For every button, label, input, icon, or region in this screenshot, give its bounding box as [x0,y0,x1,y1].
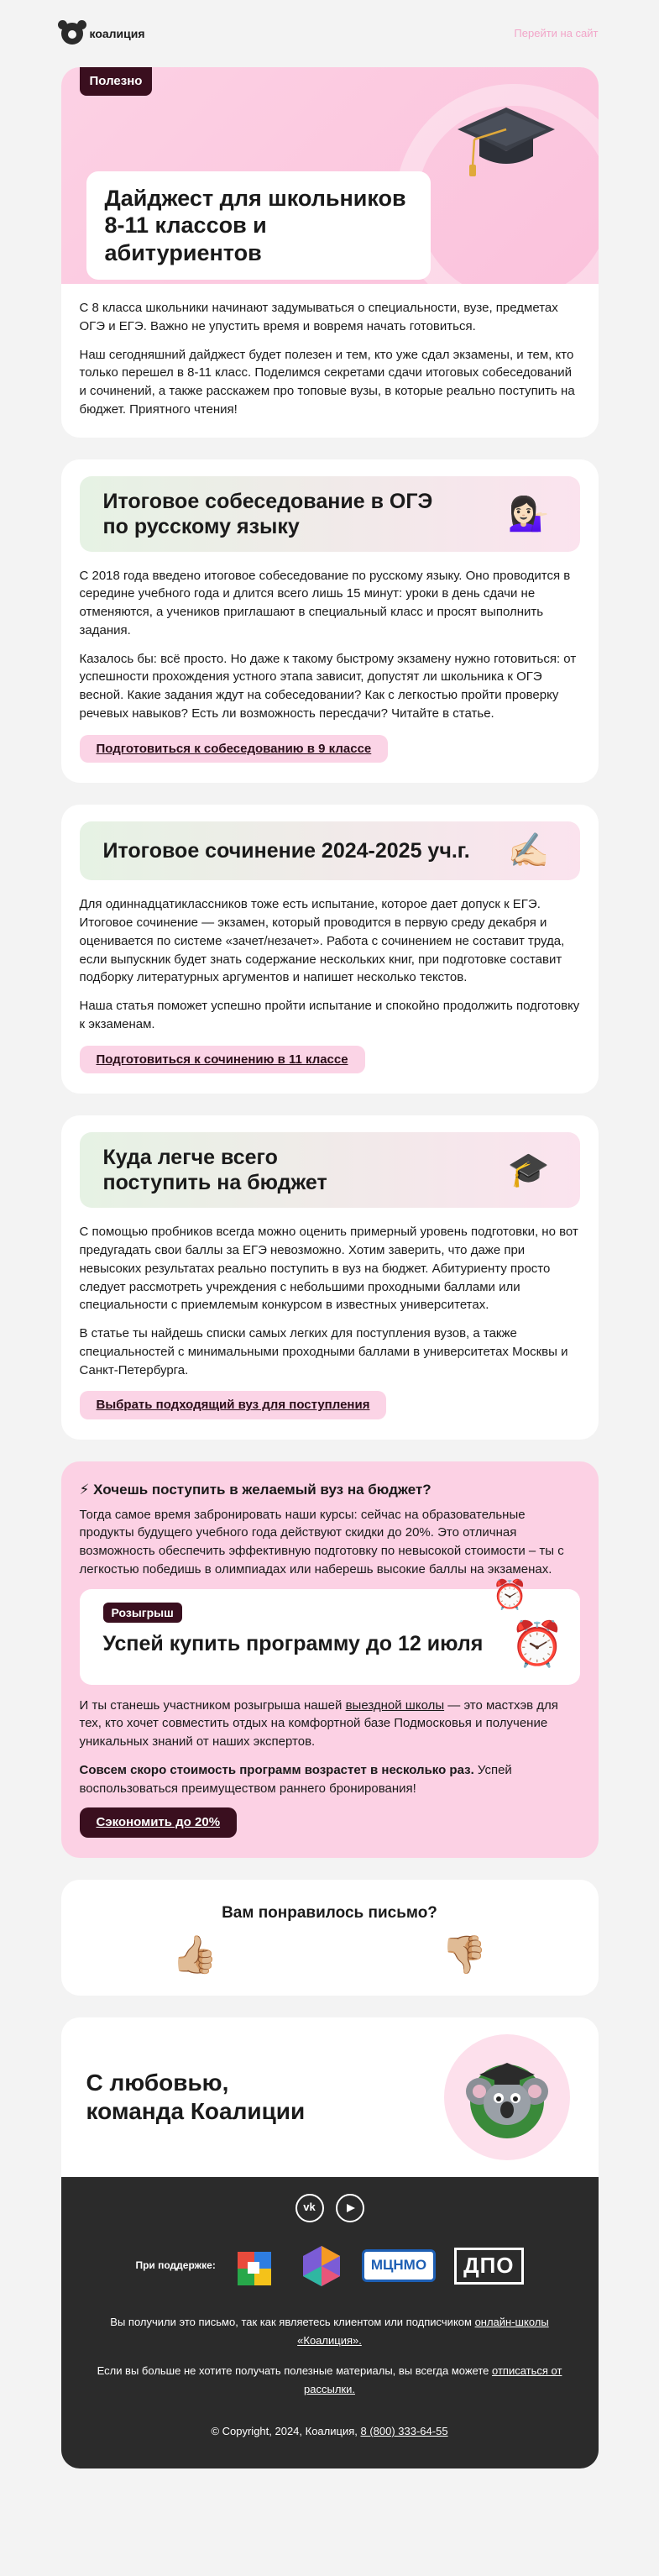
alarm-clock-icon: ⏰ [492,1578,528,1611]
school-link[interactable]: онлайн-школы «Коалиция». [297,2315,549,2347]
section-paragraph: С 2018 года введено итоговое собеседование по русскому языку. Оно проводится в середине учебного года и длится всего лишь 15 минут: уроки в день сдачи не отменяются, а учеников приглашают в специальный класс и просят выполнить задания. [79,568,571,637]
section-header [80,821,580,880]
copyright-text: © Copyright, 2024, Коалиция, [211,2425,361,2438]
partners-label: При поддержке: [135,2259,216,2271]
section-essay [61,805,599,1094]
unsub-text: Если вы больше не хотите получать полезные материалы, вы всегда можете [97,2364,492,2377]
feedback-buttons [80,1933,580,1975]
section-title: Итоговое сочинение 2024-2025 уч.г. [102,839,470,863]
partner-mcnmo-logo [362,2249,436,2282]
hero-body [61,284,599,438]
partner-hexagon-logo-icon [300,2244,343,2288]
section-header [80,476,580,552]
section-interview [61,459,599,784]
site-link[interactable]: Перейти на сайт [514,26,599,39]
unsubscribe-notice [83,2362,577,2399]
section-header [80,1132,580,1208]
hero-paragraph: С 8 класса школьники начинают задумываться о специальности, вузе, предметах ОГЭ и ЕГЭ. Важно не упустить время и вовремя начать готовиться. [79,301,558,333]
away-school-link[interactable]: выездной школы [345,1697,445,1713]
raffle-box [80,1578,580,1685]
alarm-clock-icon: ⏰ [510,1619,565,1669]
promo-title-text: Хочешь поступить в желаемый вуз на бюджет? [93,1482,431,1498]
price-warning-bold: Совсем скоро стоимость программ возрастет в несколько раз. [79,1762,474,1777]
logo-text: коалиция [89,26,145,40]
promo-title [80,1480,580,1501]
promo-intro: Тогда самое время забронировать наши курсы: сейчас на образовательные продукты будущего учебного года действуют скидки до 20%. Это отличная возможность обеспечить эффективную подготовку по невысокой стоимости – ты с легкостью победишь в олимпиадах или наберешь высокие баллы на экзаменах. [79,1507,564,1577]
notice-text: Вы получили это письмо, так как являетесь клиентом или подписчиком [110,2315,475,2328]
footer [61,2177,599,2468]
partner-dpo-logo [454,2248,523,2285]
interview-prep-button[interactable]: Подготовиться к собеседованию в 9 классе [80,735,389,763]
raffle-text-start: И ты станешь участником розыгрыша нашей [79,1697,346,1713]
partner-cube-logo-icon [234,2245,281,2287]
graduation-cap-icon [456,99,557,183]
price-warning-rest: Успей воспользоваться преимуществом раннего бронирования! [79,1762,512,1796]
logo[interactable] [61,23,145,45]
koala-logo-icon [61,23,83,45]
raffle-text [80,1697,580,1751]
partner-mcnmo-text: МЦНМО [362,2249,436,2282]
section-title: Итоговое собеседование в ОГЭ по русскому языку [102,489,433,538]
phone-link[interactable]: 8 (800) 333-64-55 [360,2425,448,2438]
vk-icon[interactable]: vk [296,2194,324,2222]
thumbs-up-icon[interactable]: 👍🏼 [171,1933,218,1975]
raffle-text-end: — это мастхэв для тех, кто хочет совместить отдых на комфортной базе Подмосковья и получение уникальных знаний от наших экспертов. [79,1697,558,1750]
section-budget [61,1115,599,1440]
koala-mascot [444,2034,570,2160]
farewell-card [61,2017,599,2468]
header [61,0,599,67]
essay-prep-button[interactable]: Подготовиться к сочинению в 11 классе [80,1046,365,1074]
thumbs-down-icon[interactable]: 👎🏼 [441,1933,488,1975]
raffle-title: Успей купить программу до 12 июля [102,1631,484,1655]
writing-hand-icon: ✍🏻 [507,832,550,870]
social-links [83,2194,577,2222]
hero-paragraph: Наш сегодняшний дайджест будет полезен и тем, кто уже сдал экзамены, и тем, кто только перешел в 8-11 класс. Поделимся секретами сдачи итоговых собеседований и сочинений, а также расскажем про топовые вузы, в которые реально поступить на бюджет. Приятного чтения! [79,347,575,417]
hero-badge: Полезно [80,67,153,96]
save-discount-button[interactable]: Сэкономить до 20% [80,1807,238,1838]
choose-university-button[interactable]: Выбрать подходящий вуз для поступления [80,1391,387,1419]
section-paragraph: Казалось бы: всё просто. Но даже к такому быстрому экзамену нужно готовиться: от успешности прохождения устного этапа зависит, допустят ли школьника к ОГЭ весной. Какие задания ждут на собеседовании? Как с легкостью пройти проверку речевых навыков? Есть ли возможность пересдачи? Читайте в статье. [79,651,577,721]
feedback-question: Вам понравилось письмо? [222,1904,437,1923]
partners-row [83,2244,577,2288]
section-paragraph: С помощью пробников всегда можно оценить примерный уровень подготовки, но вот предугадать свои баллы за ЕГЭ невозможно. Хотим заверить, что даже при невысоких результатах реально поступить в вуз на бюджет. Абитуриенту просто следует рассмотреть учреждения с небольшими проходными баллами или специальности с приемлемым конкурсом в известных университетах. [79,1225,578,1313]
section-title: Куда легче всего поступить на бюджет [102,1146,327,1195]
farewell-text [86,2069,306,2125]
graduation-cap-icon: 🎓 [507,1152,550,1189]
hero-banner [61,67,599,284]
farewell-line: команда Коалиции [86,2097,306,2124]
partner-dpo-text: ДПО [454,2248,523,2285]
farewell-line: С любовью, [86,2070,229,2096]
feedback-card [61,1880,599,1996]
hero-title: Дайджест для школьников 8-11 классов и абитуриентов [86,171,431,280]
youtube-icon[interactable] [336,2194,364,2222]
lightning-icon: ⚡ [79,1482,90,1498]
unsubscribe-link[interactable]: отписаться от рассылки. [304,2364,562,2395]
woman-raising-hand-icon: 💁🏻‍♀️ [507,495,550,533]
koala-mascot-icon [461,2051,553,2143]
promo-card [61,1461,599,1858]
hero-card [61,67,599,438]
section-paragraph: Наша статья поможет успешно пройти испытание и спокойно продолжить подготовку к экзаменам. [79,999,580,1031]
section-paragraph: В статье ты найдешь списки самых легких для поступления вузов, а также специальностей с минимальными проходными баллами в университетах Москвы и Санкт-Петербурга. [79,1326,568,1377]
subscription-notice [83,2313,577,2350]
price-warning [80,1761,580,1798]
raffle-tag: Розыгрыш [103,1603,182,1623]
section-paragraph: Для одиннадцатиклассников тоже есть испытание, которое дает допуск к ЕГЭ. Итоговое сочинение — экзамен, который проводится в первую среду декабря и оценивается по системе «зачет/незачет». Работа с сочинением не составит труда, если выпускник будет знать содержание нескольких книг, при подготовке составит подборку литературных аргументов и напишет несколько текстов. [79,897,565,985]
copyright [83,2424,577,2440]
farewell-block [61,2017,599,2177]
